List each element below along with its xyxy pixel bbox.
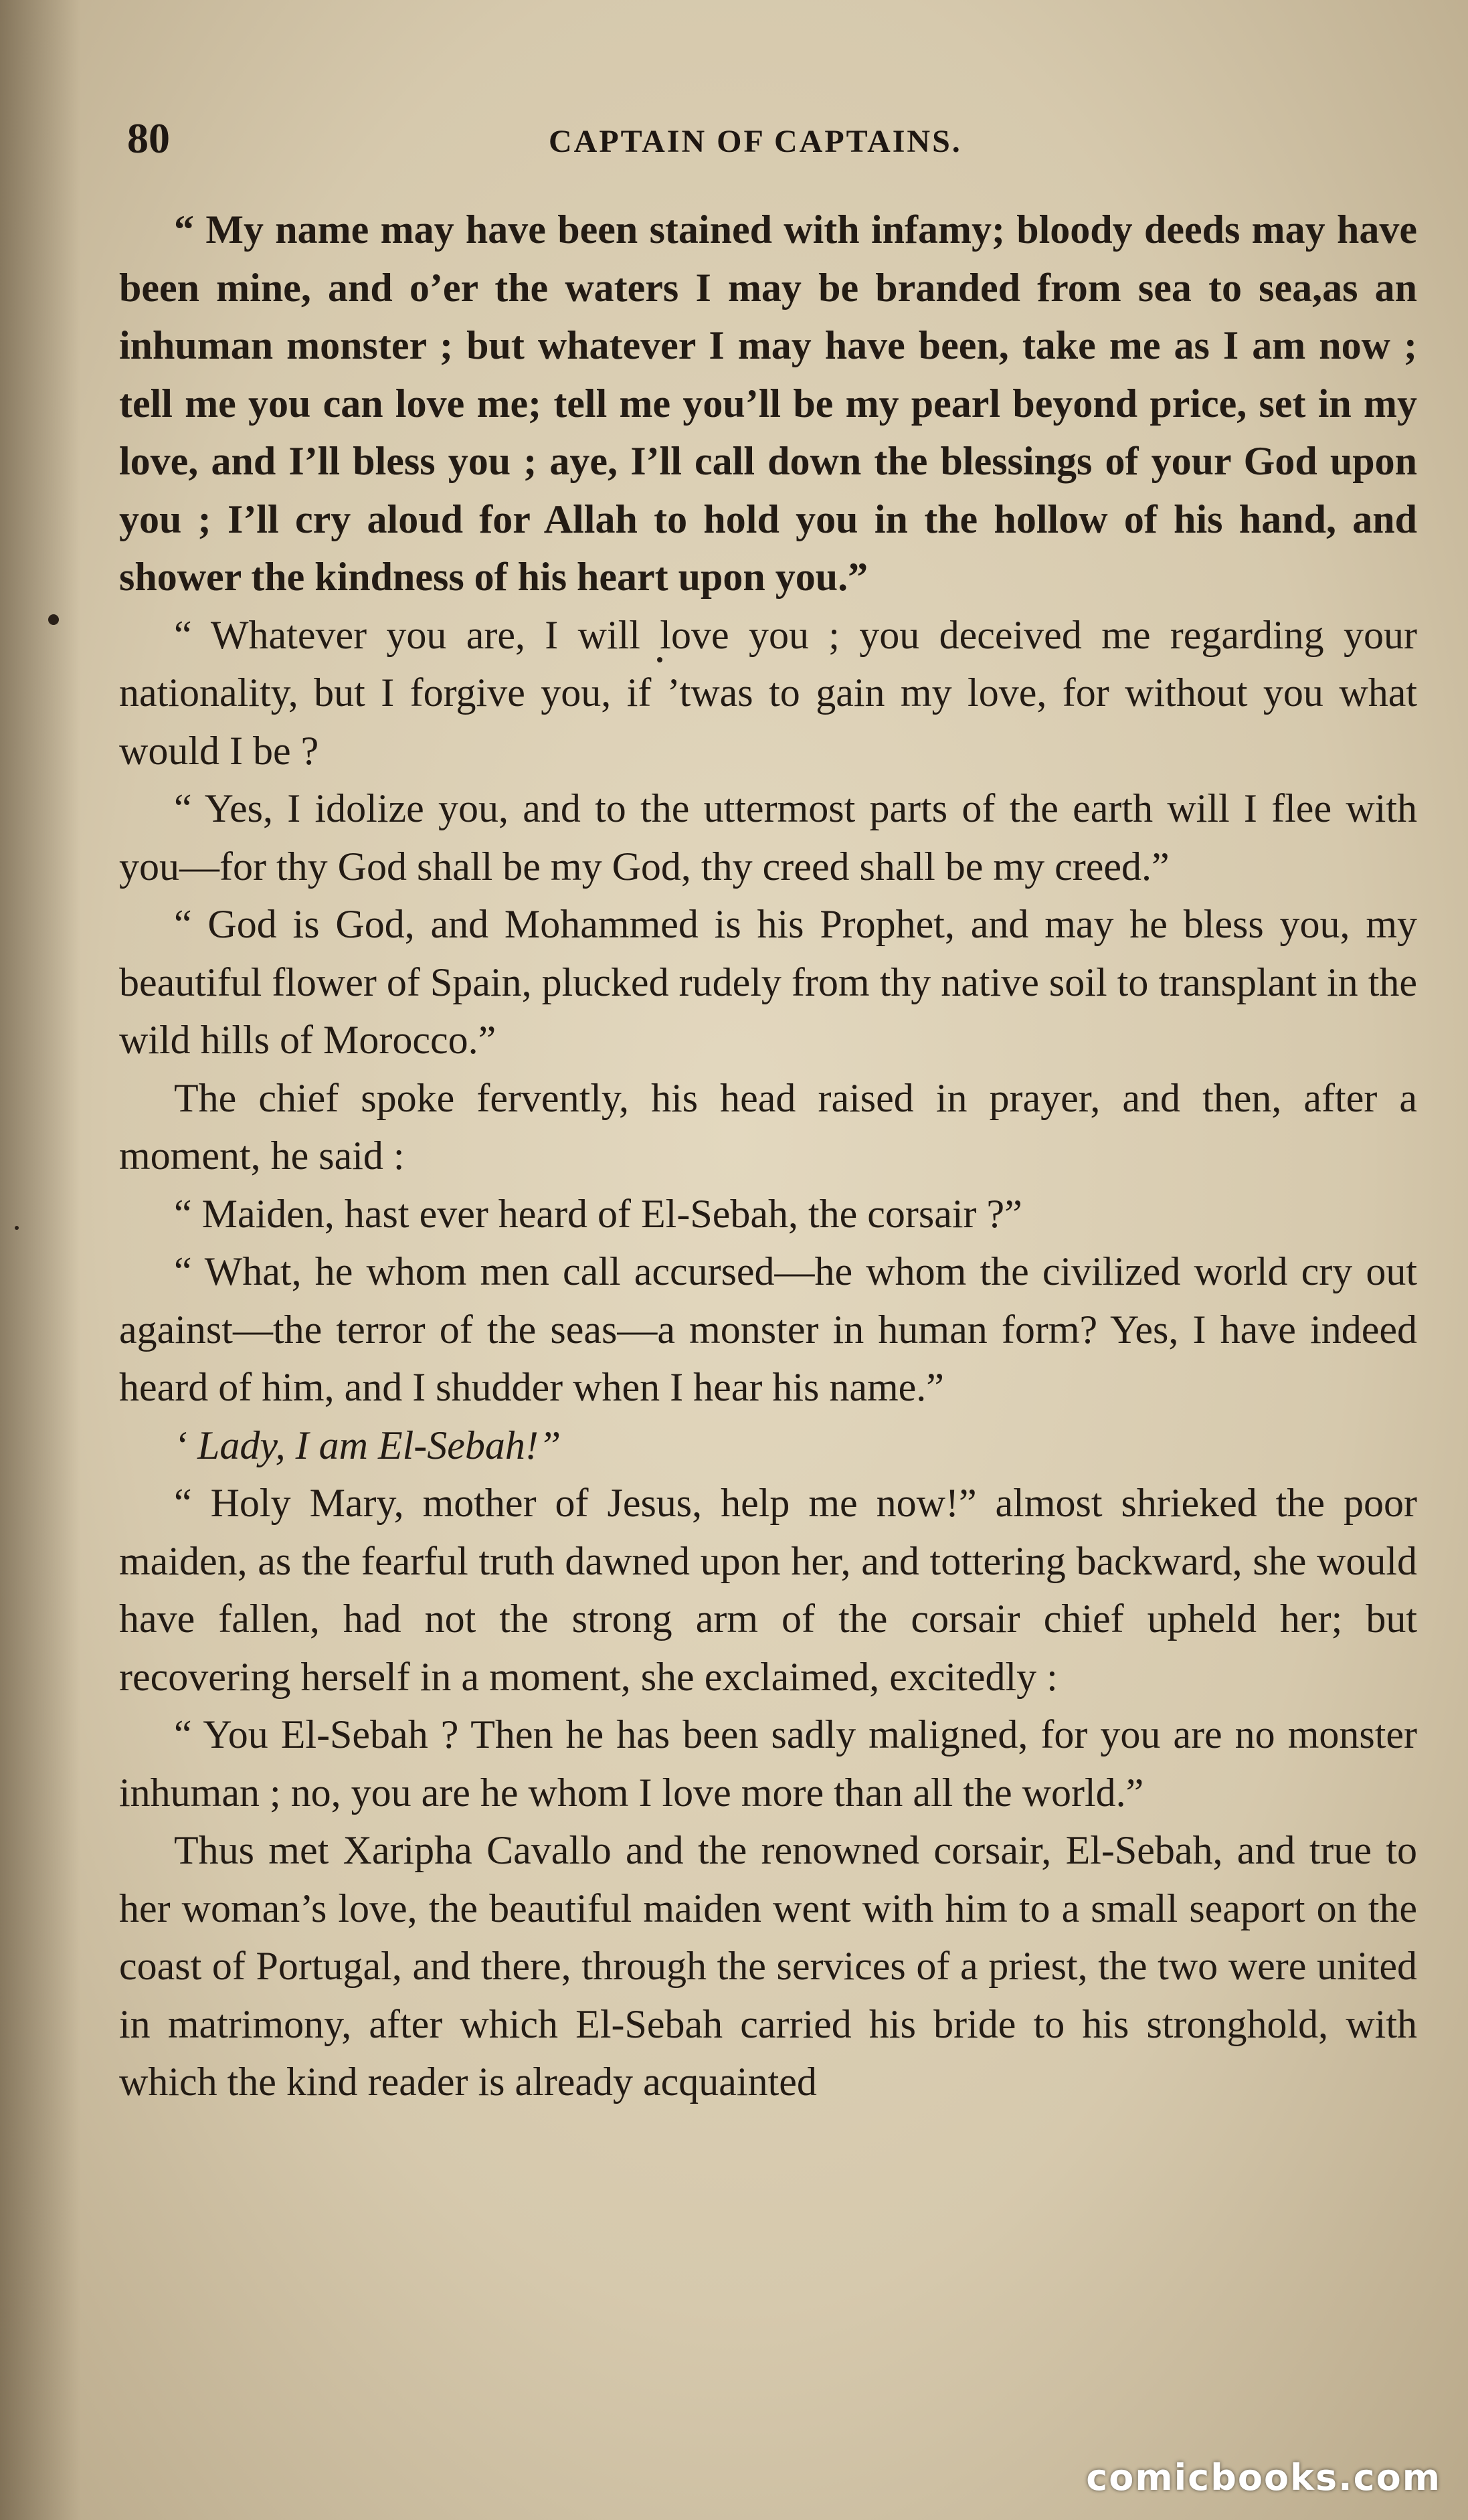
paragraph: “ Holy Mary, mother of Jesus, help me now!” almost shrieked the poor maiden, as the fearful truth dawned upon her, and tottering backward, she would have fallen, had not the strong arm of the corsair chief upheld her; but recovering herself in a moment, she exclaimed, excitedly : <box>119 1481 1417 1699</box>
body-text <box>119 201 1417 2111</box>
paragraph: “ What, he whom men call accursed—he whom the civilized world cry out against—the terror of the seas—a monster in human form? Yes, I have indeed heard of him, and I shudder when I hear his name.” <box>119 1249 1417 1409</box>
running-title: CAPTAIN OF CAPTAINS. <box>549 124 962 159</box>
paragraph: “ Yes, I idolize you, and to the uttermost parts of the earth will I flee with you—for thy God shall be my God, thy creed shall be my creed.” <box>119 786 1417 889</box>
watermark-text: comicbooks.com <box>1086 2456 1441 2499</box>
paragraph: “ Maiden, hast ever heard of El-Sebah, the corsair ?” <box>174 1191 1022 1236</box>
binding-shadow <box>0 0 80 2520</box>
ink-speck <box>657 657 662 662</box>
ink-speck <box>48 614 59 625</box>
paragraph: “ My name may have been stained with infamy; bloody deeds may have been mine, and o’er the waters I may be branded from sea to sea,as an inhuman monster ; but whatever I may have been, take me as I am now ; tell me you can love me; tell me you’ll be my pearl beyond price, set in my love, and I’ll bless you ; aye, I’ll call down the blessings of your God upon you ; I’ll cry aloud for Allah to hold you in the hollow of his hand, and shower the kindness of his heart upon you.” <box>119 207 1417 599</box>
paragraph: The chief spoke fervently, his head raised in prayer, and then, after a moment, he said : <box>119 1075 1417 1178</box>
ink-speck <box>15 1226 19 1230</box>
paragraph: ‘ Lady, I am El-Sebah!” <box>174 1423 561 1467</box>
page-header <box>120 114 1405 167</box>
paragraph: “ God is God, and Mohammed is his Prophet, and may he bless you, my beautiful flower of Spain, plucked rudely from thy native soil to transplant in the wild hills of Morocco.” <box>119 902 1417 1062</box>
paragraph: Thus met Xaripha Cavallo and the renowned corsair, El-Sebah, and true to her woman’s love, the beautiful maiden went with him to a small seaport on the coast of Portugal, and there, through the services of a priest, the two were united in matrimony, after which El-Sebah carried his bride to his stronghold, with which the kind reader is already acquainted <box>119 1828 1417 2104</box>
paragraph: “ You El-Sebah ? Then he has been sadly maligned, for you are no monster inhuman ; no, you are he whom I love more than all the world.” <box>119 1712 1417 1815</box>
page-number: 80 <box>127 114 170 162</box>
paragraph: “ Whatever you are, I will love you ; you deceived me regarding your nationality, but I forgive you, if ’twas to gain my love, for without you what would I be ? <box>119 612 1417 773</box>
